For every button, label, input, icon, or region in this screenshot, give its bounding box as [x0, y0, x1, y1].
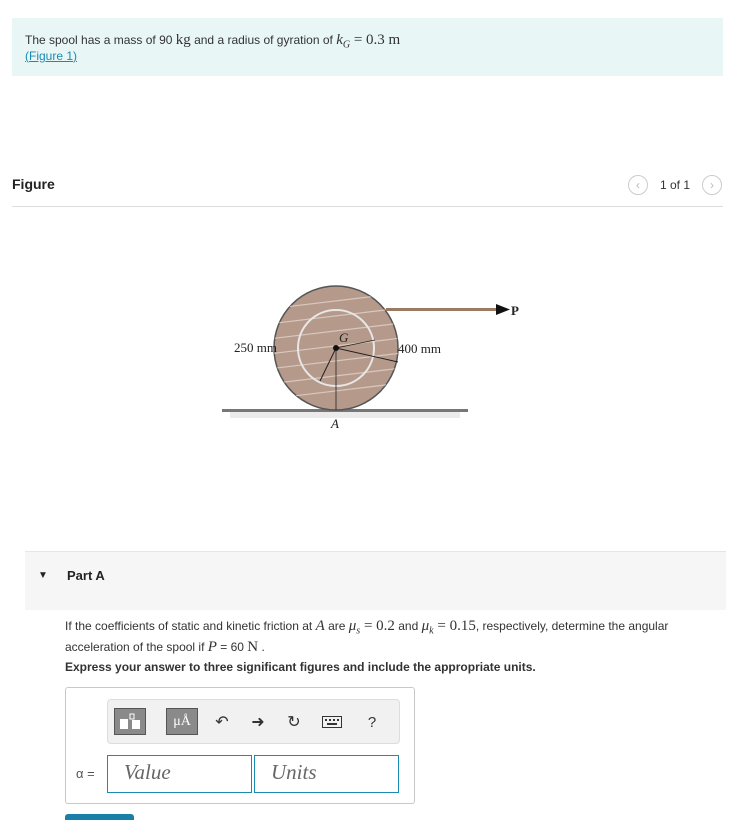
submit-button[interactable]: [65, 814, 134, 820]
newton-unit: N: [247, 639, 259, 656]
figure-heading: Figure: [12, 176, 55, 192]
units-button[interactable]: μÅ: [166, 708, 198, 735]
help-button[interactable]: ?: [367, 713, 377, 731]
chevron-left-icon[interactable]: ‹: [628, 175, 648, 195]
point-a: A: [315, 618, 325, 634]
units-input[interactable]: Units: [254, 755, 399, 793]
figure-link[interactable]: [25, 49, 77, 63]
force-arrowhead: [496, 304, 510, 315]
alpha-label: α =: [76, 766, 95, 781]
link-paren: ): [73, 49, 78, 63]
caret-down-icon[interactable]: ▼: [38, 570, 48, 581]
answer-box: [65, 687, 415, 804]
part-a-header[interactable]: [25, 551, 726, 610]
problem-text-part: The spool has a mass of 90: [25, 33, 176, 47]
figure-pager: [628, 175, 722, 195]
link-paren: (: [25, 49, 29, 63]
ground-shadow: [230, 412, 460, 418]
question-part: are: [324, 619, 349, 633]
mu-s-symbol: μ: [348, 618, 357, 634]
divider: [12, 206, 723, 207]
instruction-text: Express your answer to three significant figures and include the appropriate units.: [65, 660, 536, 674]
problem-text: [25, 32, 400, 50]
undo-icon[interactable]: ↶: [215, 714, 229, 731]
question-part: = 60: [216, 640, 248, 655]
mu-s-value: = 0.2: [360, 618, 395, 634]
problem-statement: [12, 18, 723, 76]
math-toolbar: [107, 699, 400, 744]
value-input[interactable]: Value: [107, 755, 252, 793]
label-g: G: [339, 330, 349, 345]
mu-k-subscript: k: [429, 625, 434, 637]
question-part: , respectively, determine the angular acceleration of the spool if: [65, 619, 669, 655]
chevron-right-icon[interactable]: ›: [702, 175, 722, 195]
mass-unit: kg: [175, 32, 191, 48]
center-point: [333, 345, 339, 351]
pager-text: 1 of 1: [659, 178, 690, 192]
mu-k-value: = 0.15: [433, 618, 476, 634]
question-part: .: [258, 640, 265, 655]
templates-icon[interactable]: [114, 708, 146, 735]
kg-subscript: G: [342, 39, 351, 51]
keyboard-icon[interactable]: [321, 712, 343, 732]
mu-s-subscript: s: [356, 625, 361, 637]
redo-icon[interactable]: ➜: [251, 714, 265, 731]
figure-link-text[interactable]: Figure 1: [29, 49, 74, 63]
spool-diagram: [200, 270, 530, 440]
label-400mm: 400 mm: [398, 341, 441, 356]
cable: [386, 308, 496, 311]
keyboard-glyph: [322, 716, 342, 728]
part-a-title: Part A: [67, 568, 105, 583]
question-part: If the coefficients of static and kinetic friction at: [65, 619, 316, 633]
templates-glyph: [119, 713, 141, 731]
question-text: [65, 618, 715, 655]
label-p: P: [511, 303, 519, 318]
reset-icon[interactable]: ↻: [287, 714, 301, 731]
p-symbol: P: [207, 639, 217, 656]
kg-symbol: k: [336, 32, 343, 48]
problem-text-part: and a radius of gyration of: [190, 33, 337, 47]
mu-k-symbol: μ: [421, 618, 430, 634]
question-part: and: [394, 619, 422, 633]
label-a: A: [331, 416, 339, 431]
label-250mm: 250 mm: [234, 340, 277, 355]
kg-value: = 0.3 m: [350, 32, 401, 48]
